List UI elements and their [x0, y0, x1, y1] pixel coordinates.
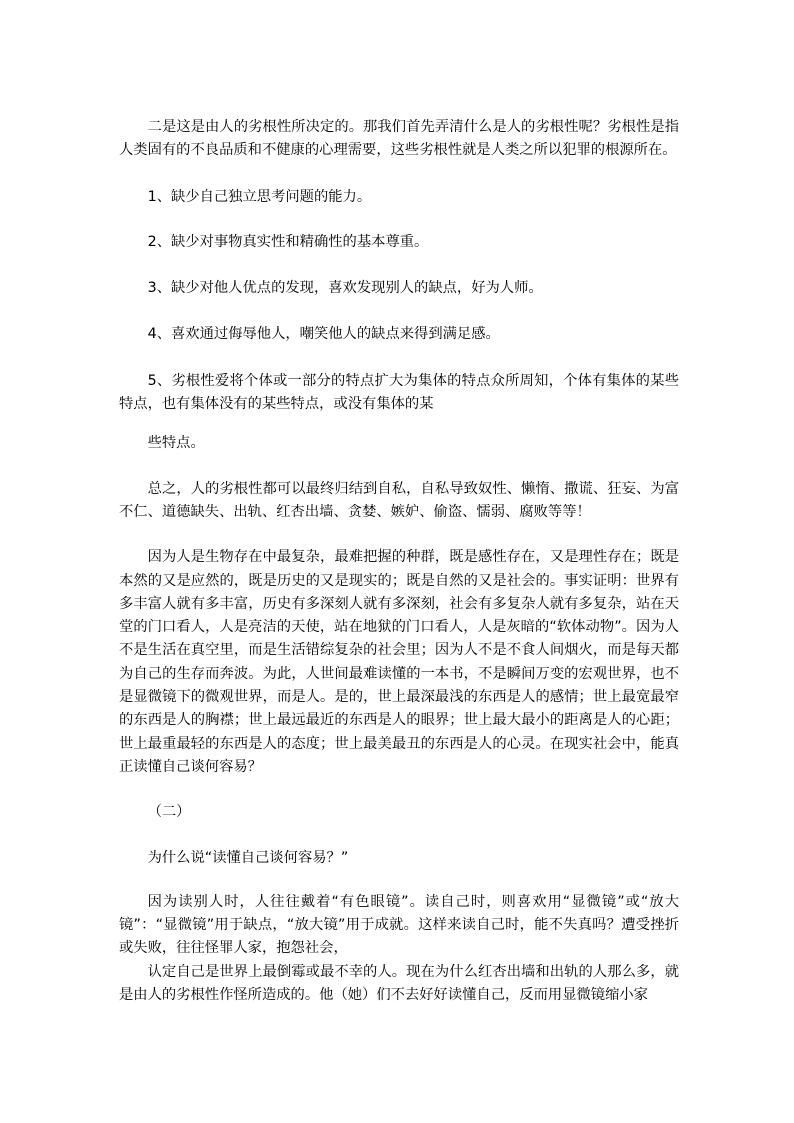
paragraph-unlucky: 认定自己是世界上最倒霉或最不幸的人。现在为什么红杏出墙和出轨的人那么多，就是由人的劣根性作怪所造成的。他（她）们不去好好读懂自己，反而用显微镜缩小家 [119, 963, 679, 1004]
list-item-5: 5、劣根性爱将个体或一部分的特点扩大为集体的特点众所周知，个体有集体的某些特点，也有集体没有的某些特点，或没有集体的某 [119, 372, 679, 413]
list-item-5-continuation: 些特点。 [147, 435, 205, 452]
list-item-1: 1、缺少自己独立思考问题的能力。 [147, 188, 372, 205]
list-item-4: 4、喜欢通过侮辱他人，嘲笑他人的缺点来得到满足感。 [147, 326, 500, 343]
paragraph-reading-others: 因为读别人时，人往往戴着“有色眼镜”。读自己时，则喜欢用“显微镜”或“放大镜”：“显微镜”用于缺点，“放大镜”用于成就。这样来读自己时，能不失真吗？遭受挫折或失败，往往怪罪人家，抱怨社会， [119, 893, 679, 957]
section-heading: （二） [147, 804, 191, 821]
paragraph-intro: 二是这是由人的劣根性所决定的。那我们首先弄清什么是人的劣根性呢？劣根性是指人类固有的不良品质和不健康的心理需要，这些劣根性就是人类之所以犯罪的根源所在。 [119, 119, 679, 159]
section-question: 为什么说“读懂自己谈何容易？” [147, 849, 349, 866]
paragraph-human-nature: 因为人是生物存在中最复杂，最难把握的种群，既是感性存在，又是理性存在；既是本然的又是应然的，既是历史的又是现实的；既是自然的又是社会的。事实证明：世界有多丰富人就有多丰富，历史有多深刻人就有多深刻，社会有多复杂人就有多复杂，站在天堂的门口看人，人是亮洁的天使，站在地狱的门口看人，人是灰暗的“软体动物”。因为人不是生活在真空里，而是生活错综复杂的社会里；因为人不是不食人间烟火，而是每天都为自己的生存而奔波。为此，人世间最难读懂的一本书，不是瞬间万变的宏观世界，也不是显微镜下的微观世界，而是人。是的，世上最深最浅的东西是人的感情；世上最宽最窄的东西是人的胸襟；世上最远最近的东西是人的眼界；世上最大最小的距离是人的心距；世上最重最轻的东西是人的态度；世上最美最丑的东西是人的心灵。在现实社会中，能真正读懂自己谈何容易？ [119, 549, 679, 775]
list-item-2: 2、缺少对事物真实性和精确性的基本尊重。 [147, 233, 429, 250]
list-item-3: 3、缺少对他人优点的发现，喜欢发现别人的缺点，好为人师。 [147, 280, 543, 297]
paragraph-summary: 总之，人的劣根性都可以最终归结到自私，自私导致奴性、懒惰、撒谎、狂妄、为富不仁、道德缺失、出轨、红杏出墙、贪婪、嫉妒、偷盗、懦弱、腐败等等！ [119, 480, 679, 520]
document-body [119, 116, 679, 1007]
